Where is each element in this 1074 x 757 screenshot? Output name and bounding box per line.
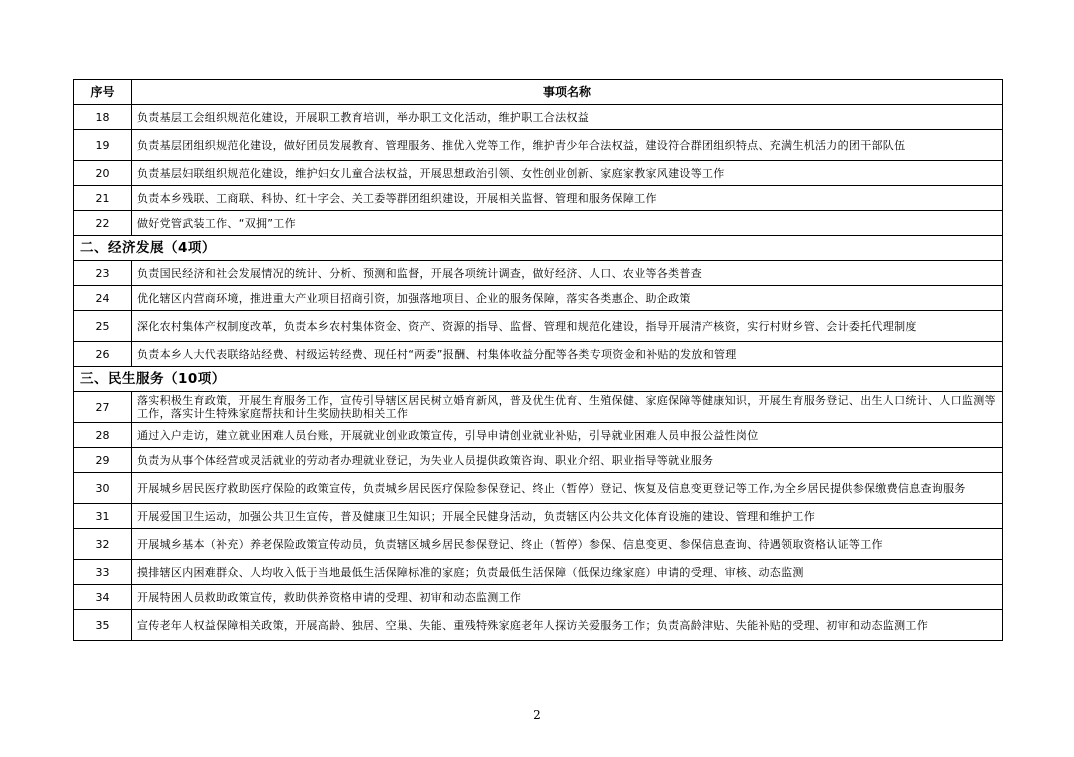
table-row — [74, 448, 1003, 473]
row-description: 开展爱国卫生运动，加强公共卫生宣传，普及健康卫生知识；开展全民健身活动，负责辖区内公共文化体育设施的建设、管理和维护工作 — [132, 504, 1003, 529]
page-number: 2 — [533, 708, 541, 722]
row-number: 20 — [74, 161, 132, 186]
section-header-row — [74, 367, 1003, 392]
row-number: 22 — [74, 211, 132, 236]
row-description: 负责基层工会组织规范化建设，开展职工教育培训，举办职工文化活动，维护职工合法权益 — [132, 105, 1003, 130]
row-number: 29 — [74, 448, 132, 473]
row-description: 摸排辖区内困难群众、人均收入低于当地最低生活保障标准的家庭；负责最低生活保障（低保边缘家庭）申请的受理、审核、动态监测 — [132, 560, 1003, 585]
row-number: 35 — [74, 610, 132, 641]
row-number: 30 — [74, 473, 132, 504]
row-description: 做好党管武装工作、“双拥”工作 — [132, 211, 1003, 236]
section-title-livelihood: 三、民生服务（10项） — [74, 367, 1003, 392]
row-number: 25 — [74, 311, 132, 342]
table-row — [74, 161, 1003, 186]
section-livelihood — [74, 367, 1003, 392]
row-description: 负责本乡人大代表联络站经费、村级运转经费、现任村“两委”报酬、村集体收益分配等各类专项资金和补贴的发放和管理 — [132, 342, 1003, 367]
table-row — [74, 286, 1003, 311]
row-description: 开展特困人员救助政策宣传，救助供养资格申请的受理、初审和动态监测工作 — [132, 585, 1003, 610]
row-description: 通过入户走访，建立就业困难人员台账，开展就业创业政策宣传，引导申请创业就业补贴，引导就业困难人员申报公益性岗位 — [132, 423, 1003, 448]
row-number: 27 — [74, 392, 132, 423]
row-description: 开展城乡居民医疗救助医疗保险的政策宣传，负责城乡居民医疗保险参保登记、终止（暂停）登记、恢复及信息变更登记等工作,为全乡居民提供参保缴费信息查询服务 — [132, 473, 1003, 504]
table-row — [74, 311, 1003, 342]
row-description: 负责国民经济和社会发展情况的统计、分析、预测和监督，开展各项统计调查，做好经济、人口、农业等各类普查 — [132, 261, 1003, 286]
table-row — [74, 560, 1003, 585]
table-row — [74, 529, 1003, 560]
table-row — [74, 392, 1003, 423]
section-title-economy: 二、经济发展（4项） — [74, 236, 1003, 261]
rows-group-livelihood — [74, 392, 1003, 641]
section-header-row — [74, 236, 1003, 261]
row-description: 开展城乡基本（补充）养老保险政策宣传动员，负责辖区城乡居民参保登记、终止（暂停）参保、信息变更、参保信息查询、待遇领取资格认证等工作 — [132, 529, 1003, 560]
row-number: 31 — [74, 504, 132, 529]
table-row — [74, 585, 1003, 610]
row-number: 33 — [74, 560, 132, 585]
row-description: 负责基层团组织规范化建设，做好团员发展教育、管理服务、推优入党等工作，维护青少年合法权益，建设符合群团组织特点、充满生机活力的团干部队伍 — [132, 130, 1003, 161]
row-number: 24 — [74, 286, 132, 311]
row-number: 18 — [74, 105, 132, 130]
rows-group-party — [74, 105, 1003, 236]
row-description: 落实积极生育政策，开展生育服务工作，宣传引导辖区居民树立婚育新风，普及优生优育、生殖保健、家庭保障等健康知识，开展生育服务登记、出生人口统计、人口监测等工作，落实计生特殊家庭帮扶和计生奖励扶助相关工作 — [132, 392, 1003, 423]
row-number: 19 — [74, 130, 132, 161]
table-row — [74, 504, 1003, 529]
row-number: 23 — [74, 261, 132, 286]
header-num: 序号 — [74, 80, 132, 105]
row-description: 负责为从事个体经营或灵活就业的劳动者办理就业登记，为失业人员提供政策咨询、职业介绍、职业指导等就业服务 — [132, 448, 1003, 473]
table-row — [74, 130, 1003, 161]
table-row — [74, 261, 1003, 286]
row-number: 21 — [74, 186, 132, 211]
table-row — [74, 105, 1003, 130]
row-number: 26 — [74, 342, 132, 367]
matters-table — [73, 79, 1003, 641]
row-number: 34 — [74, 585, 132, 610]
table-row — [74, 473, 1003, 504]
row-number: 28 — [74, 423, 132, 448]
header-name: 事项名称 — [132, 80, 1003, 105]
row-description: 负责基层妇联组织规范化建设，维护妇女儿童合法权益，开展思想政治引领、女性创业创新、家庭家教家风建设等工作 — [132, 161, 1003, 186]
row-description: 优化辖区内营商环境，推进重大产业项目招商引资，加强落地项目、企业的服务保障，落实各类惠企、助企政策 — [132, 286, 1003, 311]
table-header-row — [74, 80, 1003, 105]
table-row — [74, 211, 1003, 236]
rows-group-economy — [74, 261, 1003, 367]
section-economy — [74, 236, 1003, 261]
table-row — [74, 610, 1003, 641]
table-row — [74, 186, 1003, 211]
row-description: 负责本乡残联、工商联、科协、红十字会、关工委等群团组织建设，开展相关监督、管理和服务保障工作 — [132, 186, 1003, 211]
row-description: 深化农村集体产权制度改革，负责本乡农村集体资金、资产、资源的指导、监督、管理和规范化建设，指导开展清产核资，实行村财乡管、会计委托代理制度 — [132, 311, 1003, 342]
table-row — [74, 423, 1003, 448]
row-number: 32 — [74, 529, 132, 560]
table-row — [74, 342, 1003, 367]
row-description: 宣传老年人权益保障相关政策，开展高龄、独居、空巢、失能、重残特殊家庭老年人探访关爱服务工作；负责高龄津贴、失能补贴的受理、初审和动态监测工作 — [132, 610, 1003, 641]
